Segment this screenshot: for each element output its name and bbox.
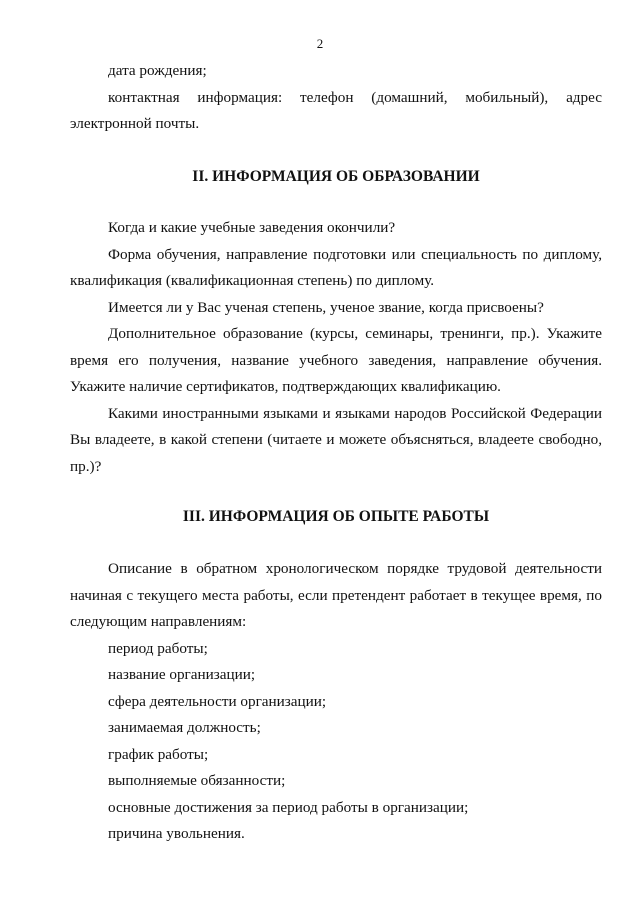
list-item: выполняемые обязанности; bbox=[108, 772, 286, 789]
list-item: основные достижения за период работы в организации; bbox=[108, 798, 469, 816]
list-item: занимаемая должность; bbox=[108, 719, 261, 736]
page-number: 2 bbox=[316, 36, 324, 51]
list-item: контактная информация: телефон (домашний, мобильный), адрес электронной почты. bbox=[70, 88, 602, 132]
list-item: причина увольнения. bbox=[108, 825, 245, 842]
list-item: сфера деятельности организации; bbox=[108, 692, 327, 710]
paragraph: Описание в обратном хронологическом порядке трудовой деятельности начиная с текущего места работы, если претендент работает в текущее время, по следующим направлениям: bbox=[70, 560, 602, 630]
list-item: период работы; bbox=[108, 639, 208, 657]
paragraph: Дополнительное образование (курсы, семинары, тренинги, пр.). Укажите время его получения, название учебного заведения, направление обучения. Укажите наличие сертификатов, подтверждающих квалификацию. bbox=[70, 325, 602, 395]
paragraph: Когда и какие учебные заведения окончили? bbox=[108, 219, 396, 236]
section2-body bbox=[70, 215, 602, 480]
paragraph: Имеется ли у Вас ученая степень, ученое звание, когда присвоены? bbox=[108, 298, 544, 316]
paragraph: Форма обучения, направление подготовки или специальность по диплому, квалификация (квалификационная степень) по диплому. bbox=[70, 245, 602, 289]
list-item: дата рождения; bbox=[108, 62, 207, 79]
list-item: название организации; bbox=[108, 666, 256, 683]
section3-heading-block bbox=[70, 504, 602, 531]
section2-heading-block bbox=[70, 164, 602, 191]
section3-body bbox=[70, 556, 602, 848]
section-heading: II. ИНФОРМАЦИЯ ОБ ОБРАЗОВАНИИ bbox=[192, 168, 480, 185]
paragraph: Какими иностранными языками и языками народов Российской Федерации Вы владеете, в какой степени (читаете и можете объясняться, владеете свободно, пр.)? bbox=[70, 404, 602, 475]
section1-tail bbox=[70, 58, 602, 138]
section-heading: III. ИНФОРМАЦИЯ ОБ ОПЫТЕ РАБОТЫ bbox=[182, 508, 490, 525]
list-item: график работы; bbox=[108, 745, 209, 763]
